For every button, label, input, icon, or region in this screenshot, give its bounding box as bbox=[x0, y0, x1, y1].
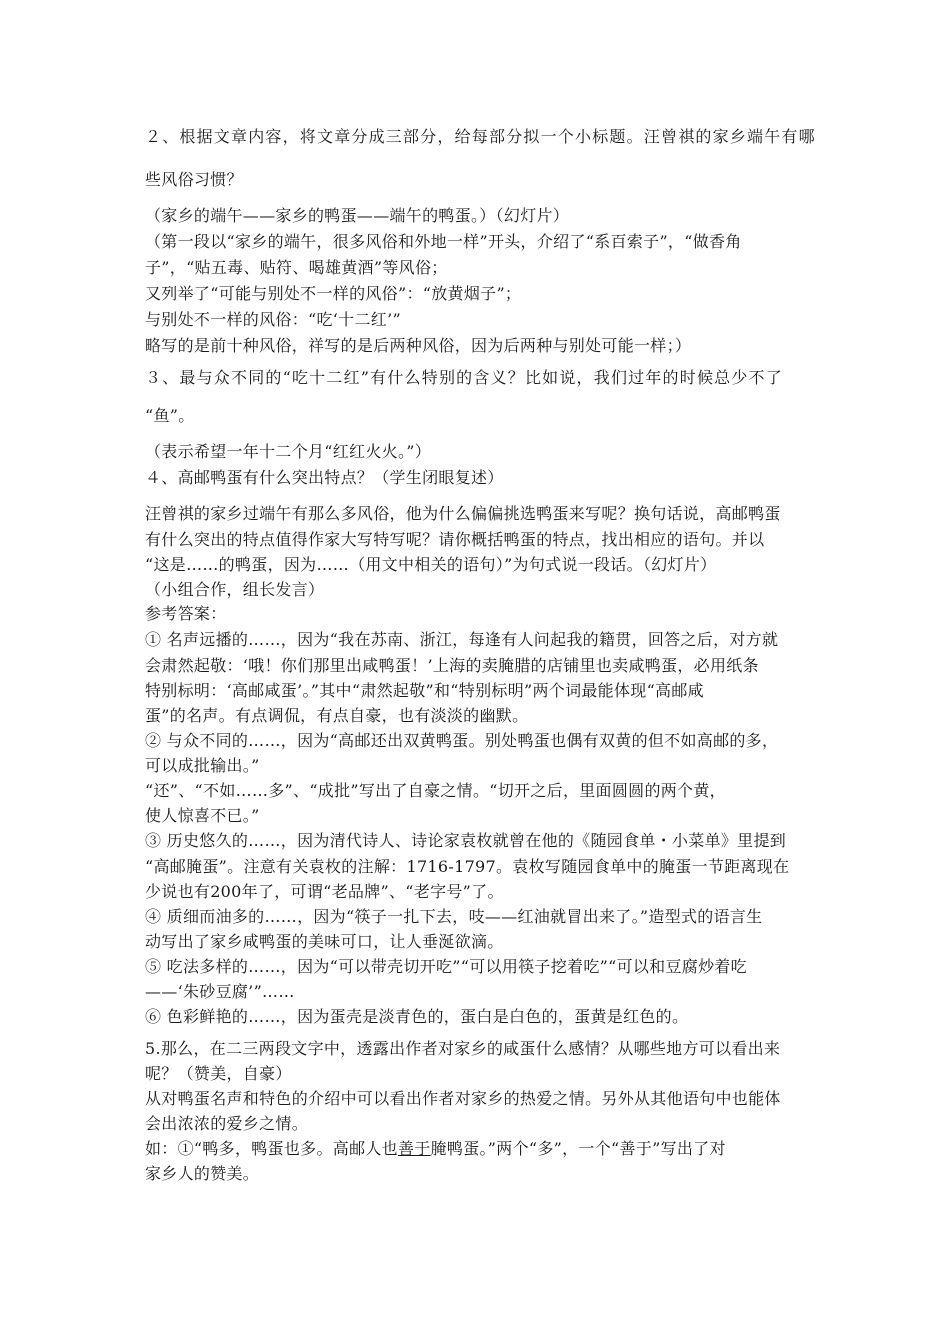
point-5-line-2: ——‘朱砂豆腐’”…… bbox=[145, 982, 295, 1001]
answer-5-line-1: 从对鸭蛋名声和特色的介绍中可以看出作者对家乡的热爱之情。另外从其他语句中也能体 bbox=[145, 1089, 781, 1108]
point-4-line-1: ④ 质细而油多的……，因为“筷子一扎下去，吱——红油就冒出来了。”造型式的语言生 bbox=[145, 907, 763, 926]
point-3-line-1: ③ 历史悠久的……，因为清代诗人、诗论家袁枚就曾在他的《随园食单・小菜单》里提到 bbox=[145, 831, 787, 850]
example-line-2: 家乡人的赞美。 bbox=[145, 1164, 260, 1183]
point-2-line-4: 使人惊喜不已。” bbox=[145, 806, 260, 825]
intro-line-3: “这是……的鸭蛋，因为……（用文中相关的语句）”为句式说一段话。（幻灯片） bbox=[145, 555, 717, 574]
intro-line-1: 汪曾祺的家乡过端午有那么多风俗，他为什么偏偏挑选鸭蛋来写呢？换句话说，高邮鸭蛋 bbox=[145, 504, 781, 523]
example-text-end: 腌鸭蛋。”两个“多”，一个“善于”写出了对 bbox=[430, 1139, 726, 1158]
point-2-line-3: “还”、“不如……多”、“成批”写出了自豪之情。“切开之后，里面圆圆的两个黄， bbox=[145, 781, 726, 800]
example-text-start: 如：①“鸭多，鸭蛋也多。高邮人也 bbox=[145, 1139, 398, 1158]
point-3-line-3: 少说也有200年了，可谓“老品牌”、“老字号”了。 bbox=[145, 882, 504, 901]
point-1-line-3: 特别标明：‘高邮咸蛋’。”其中“肃然起敬”和“特别标明”两个词最能体现“高邮咸 bbox=[145, 681, 704, 700]
intro-line-4: （小组合作，组长发言） bbox=[145, 580, 325, 599]
point-5-line-1: ⑤ 吃法多样的……，因为“可以带壳切开吃”“可以用筷子挖着吃”“可以和豆腐炒着吃 bbox=[145, 957, 747, 976]
answer-2-line-2: 子”，“贴五毒、贴符、喝雄黄酒”等风俗； bbox=[145, 258, 448, 277]
answer-2-line-1: （第一段以“家乡的端午，很多风俗和外地一样”开头，介绍了“系百索子”，“做香角 bbox=[145, 232, 742, 251]
point-2-line-2: 可以成批输出。” bbox=[145, 756, 260, 775]
reference-answer-heading: 参考答案： bbox=[145, 604, 227, 623]
answer-2-titles: （家乡的端午——家乡的鸭蛋——端午的鸭蛋。）（幻灯片） bbox=[145, 206, 570, 225]
point-1-line-2: 会肃然起敬：‘哦！你们那里出咸鸭蛋！’上海的卖腌腊的店铺里也卖咸鸭蛋，必用纸条 bbox=[145, 656, 759, 675]
point-1-line-4: 蛋”的名声。有点调侃，有点自豪，也有淡淡的幽默。 bbox=[145, 706, 529, 725]
question-4: ４、高邮鸭蛋有什么突出特点？（学生闭眼复述） bbox=[145, 468, 504, 487]
answer-3: （表示希望一年十二个月“红红火火。”） bbox=[145, 442, 432, 461]
question-5-line-1: 5.那么，在二三两段文字中，透露出作者对家乡的咸蛋什么感情？从哪些地方可以看出来 bbox=[145, 1039, 781, 1058]
answer-2-line-5: 略写的是前十种风俗，祥写的是后两种风俗，因为后两种与别处可能一样；） bbox=[145, 336, 692, 355]
question-3-line-1: ３、最与众不同的“吃十二红”有什么特别的含义？比如说，我们过年的时候总少不了 bbox=[145, 368, 783, 387]
answer-2-line-3: 又列举了“可能与别处不一样的风俗”：“放黄烟子”； bbox=[145, 284, 522, 303]
underlined-phrase: 善于 bbox=[397, 1139, 431, 1158]
answer-2-line-4: 与别处不一样的风俗：“吃‘十二红’” bbox=[145, 310, 401, 329]
point-6: ⑥ 色彩鲜艳的……，因为蛋壳是淡青色的，蛋白是白色的，蛋黄是红色的。 bbox=[145, 1007, 689, 1026]
question-2-line-1: ２、根据文章内容，将文章分成三部分，给每部分拟一个小标题。汪曾祺的家乡端午有哪 bbox=[145, 127, 816, 146]
example-line-1 bbox=[145, 1139, 825, 1159]
point-3-line-2: “高邮腌蛋”。注意有关袁枚的注解：1716-1797。袁枚写随园食单中的腌蛋一节距离现在 bbox=[145, 857, 790, 876]
point-1-line-1: ① 名声远播的……，因为“我在苏南、浙江，每逢有人问起我的籍贯，回答之后，对方就 bbox=[145, 630, 779, 649]
intro-line-2: 有什么突出的特点值得作家大写特写呢？请你概括鸭蛋的特点，找出相应的语句。并以 bbox=[145, 530, 765, 549]
question-3-line-2: “鱼”。 bbox=[145, 406, 195, 425]
point-2-line-1: ② 与众不同的……，因为“高邮还出双黄鸭蛋。别处鸭蛋也偶有双黄的但不如高邮的多， bbox=[145, 731, 779, 750]
question-2-line-2: 些风俗习惯？ bbox=[145, 170, 243, 189]
point-4-line-2: 动写出了家乡咸鸭蛋的美味可口，让人垂涎欲滴。 bbox=[145, 932, 504, 951]
answer-5-line-2: 会出浓浓的爱乡之情。 bbox=[145, 1114, 309, 1133]
question-5-line-2: 呢？（赞美，自豪） bbox=[145, 1064, 292, 1083]
